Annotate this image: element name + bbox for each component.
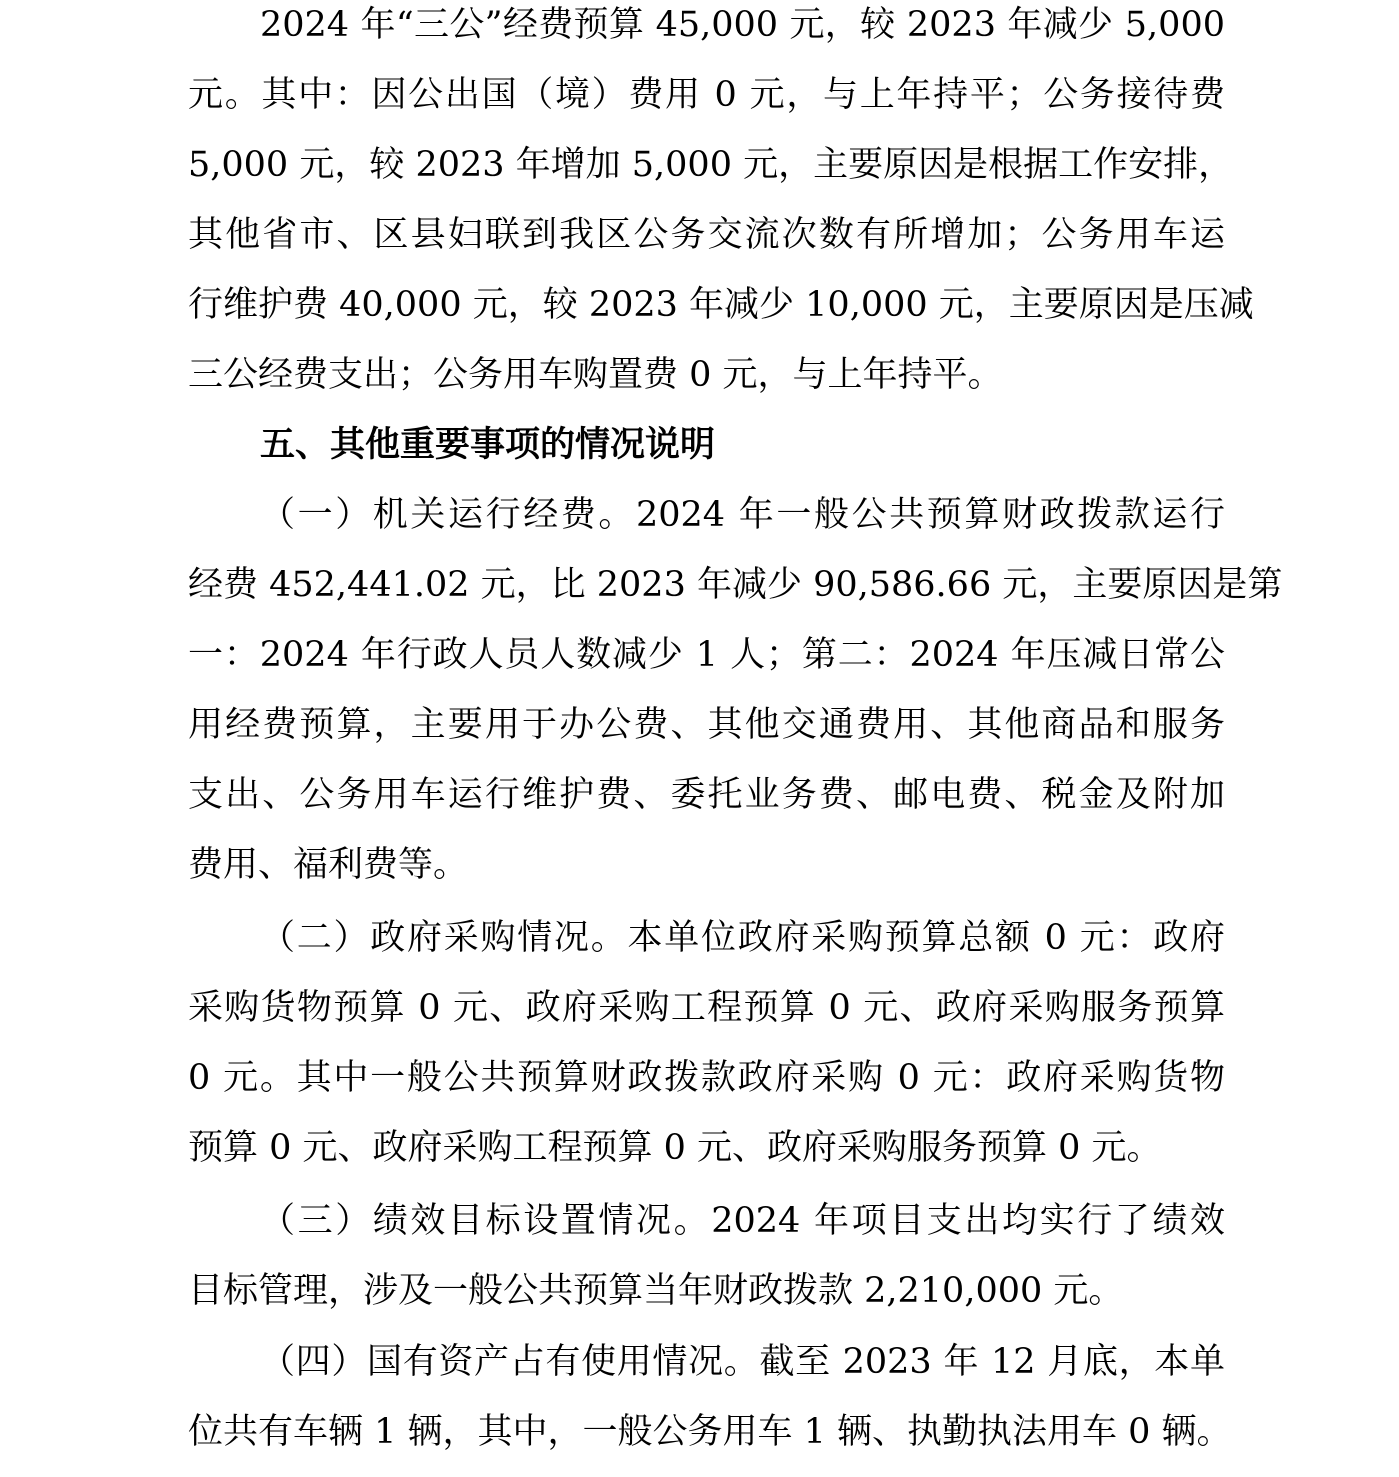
- para-operating-line-5: 支出、公务用车运行维护费、委托业务费、邮电费、税金及附加: [188, 775, 1225, 815]
- para-operating-line-3: 一：2024 年行政人员人数减少 1 人；第二：2024 年压减日常公: [188, 635, 1225, 675]
- para-procurement-line-1: （二）政府采购情况。本单位政府采购预算总额 0 元：政府: [260, 918, 1225, 958]
- para-procurement-line-4: 预算 0 元、政府采购工程预算 0 元、政府采购服务预算 0 元。: [188, 1128, 1162, 1168]
- para-assets-line-1: （四）国有资产占有使用情况。截至 2023 年 12 月底，本单: [260, 1342, 1225, 1382]
- para-three-public-line-4: 其他省市、区县妇联到我区公务交流次数有所增加；公务用车运: [188, 215, 1225, 255]
- para-procurement-line-2: 采购货物预算 0 元、政府采购工程预算 0 元、政府采购服务预算: [188, 988, 1225, 1028]
- para-three-public-line-6: 三公经费支出；公务用车购置费 0 元，与上年持平。: [188, 355, 1003, 395]
- para-performance-line-1: （三）绩效目标设置情况。2024 年项目支出均实行了绩效: [260, 1201, 1225, 1241]
- para-operating-line-2: 经费 452,441.02 元，比 2023 年减少 90,586.66 元，主要原因是第: [188, 565, 1283, 605]
- section-heading-other-matters: 五、其他重要事项的情况说明: [260, 425, 716, 465]
- para-three-public-line-3: 5,000 元，较 2023 年增加 5,000 元，主要原因是根据工作安排，: [188, 145, 1234, 185]
- para-operating-line-6: 费用、福利费等。: [188, 845, 469, 885]
- para-operating-line-4: 用经费预算，主要用于办公费、其他交通费用、其他商品和服务: [188, 705, 1225, 745]
- para-three-public-line-1: 2024 年“三公”经费预算 45,000 元，较 2023 年减少 5,000: [260, 5, 1225, 45]
- para-three-public-line-5: 行维护费 40,000 元，较 2023 年减少 10,000 元，主要原因是压减: [188, 285, 1254, 325]
- para-performance-line-2: 目标管理，涉及一般公共预算当年财政拨款 2,210,000 元。: [188, 1271, 1124, 1311]
- para-assets-line-2: 位共有车辆 1 辆，其中，一般公务用车 1 辆、执勤执法用车 0 辆。: [188, 1412, 1232, 1452]
- para-procurement-line-3: 0 元。其中一般公共预算财政拨款政府采购 0 元：政府采购货物: [188, 1058, 1225, 1098]
- para-operating-line-1: （一）机关运行经费。2024 年一般公共预算财政拨款运行: [260, 495, 1225, 535]
- para-three-public-line-2: 元。其中：因公出国（境）费用 0 元，与上年持平；公务接待费: [188, 75, 1225, 115]
